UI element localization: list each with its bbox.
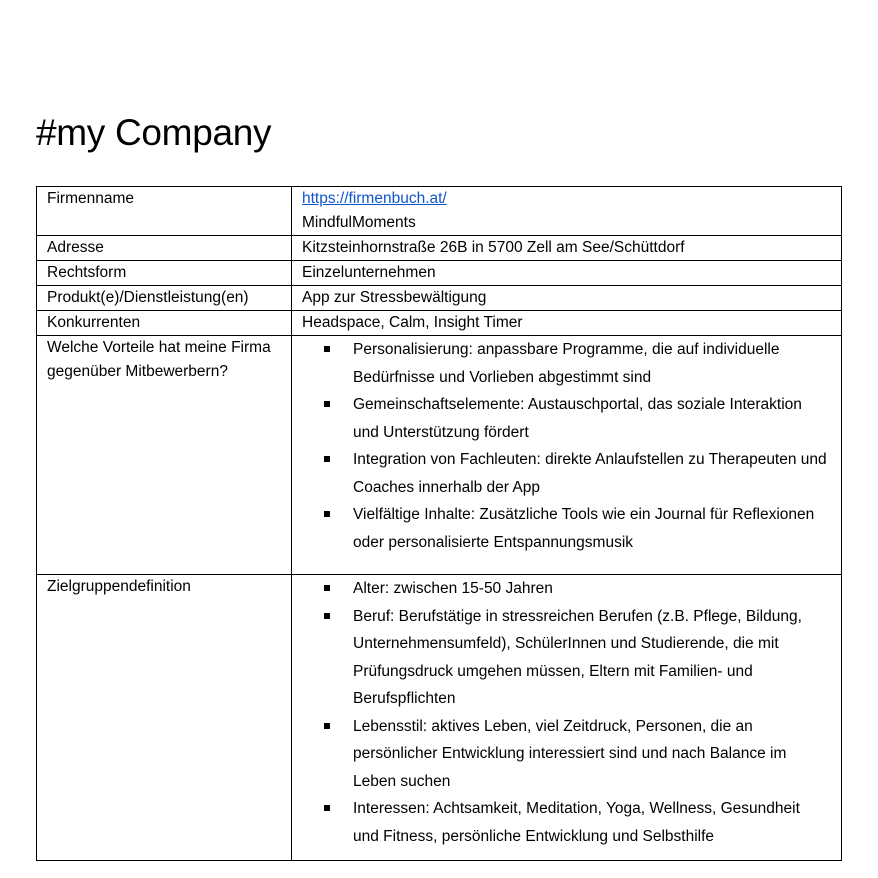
table-row-firmenname — [37, 187, 842, 236]
table-row-rechtsform — [37, 261, 842, 286]
zielgruppe-list — [292, 575, 835, 860]
list-item: Integration von Fachleuten: direkte Anlaufstellen zu Therapeuten und Coaches innerhalb der App — [324, 446, 827, 501]
value-firmenname — [292, 187, 842, 236]
list-item: Gemeinschaftselemente: Austauschportal, das soziale Interaktion und Unterstützung fördert — [324, 391, 827, 446]
value-adresse: Kitzsteinhornstraße 26B in 5700 Zell am See/Schüttdorf — [292, 236, 842, 261]
page-title: #my Company — [36, 112, 272, 153]
table-row-produkt — [37, 286, 842, 311]
list-item: Beruf: Berufstätige in stressreichen Berufen (z.B. Pflege, Bildung, Unternehmensumfeld), SchülerInnen und Studierende, die mit Prüfungsdruck umgehen müssen, Eltern mit Familien- und Berufspflichten — [324, 603, 827, 713]
table-row-adresse — [37, 236, 842, 261]
list-item: Vielfältige Inhalte: Zusätzliche Tools wie ein Journal für Reflexionen oder personalisierte Entspannungsmusik — [324, 501, 827, 556]
label-konkurrenten: Konkurrenten — [37, 311, 292, 336]
table-row-vorteile — [37, 336, 842, 575]
firmenbuch-link[interactable]: https://firmenbuch.at/ — [302, 190, 447, 207]
table-row-konkurrenten — [37, 311, 842, 336]
company-info-table — [36, 186, 842, 861]
table-row-zielgruppe — [37, 575, 842, 861]
value-konkurrenten: Headspace, Calm, Insight Timer — [292, 311, 842, 336]
value-rechtsform: Einzelunternehmen — [292, 261, 842, 286]
label-adresse: Adresse — [37, 236, 292, 261]
label-zielgruppe: Zielgruppendefinition — [37, 575, 292, 861]
company-name: MindfulMoments — [302, 214, 416, 231]
list-item: Alter: zwischen 15-50 Jahren — [324, 575, 827, 603]
list-item: Personalisierung: anpassbare Programme, die auf individuelle Bedürfnisse und Vorlieben abgestimmt sind — [324, 336, 827, 391]
label-vorteile: Welche Vorteile hat meine Firma gegenüber Mitbewerbern? — [37, 336, 292, 575]
vorteile-list — [292, 336, 835, 574]
list-item: Lebensstil: aktives Leben, viel Zeitdruck, Personen, die an persönlicher Entwicklung interessiert sind und nach Balance im Leben suchen — [324, 713, 827, 796]
label-rechtsform: Rechtsform — [37, 261, 292, 286]
list-item: Interessen: Achtsamkeit, Meditation, Yoga, Wellness, Gesundheit und Fitness, persönliche Entwicklung und Selbsthilfe — [324, 795, 827, 850]
value-vorteile — [292, 336, 842, 575]
value-produkt: App zur Stressbewältigung — [292, 286, 842, 311]
label-produkt: Produkt(e)/Dienstleistung(en) — [37, 286, 292, 311]
label-firmenname: Firmenname — [37, 187, 292, 236]
value-zielgruppe — [292, 575, 842, 861]
